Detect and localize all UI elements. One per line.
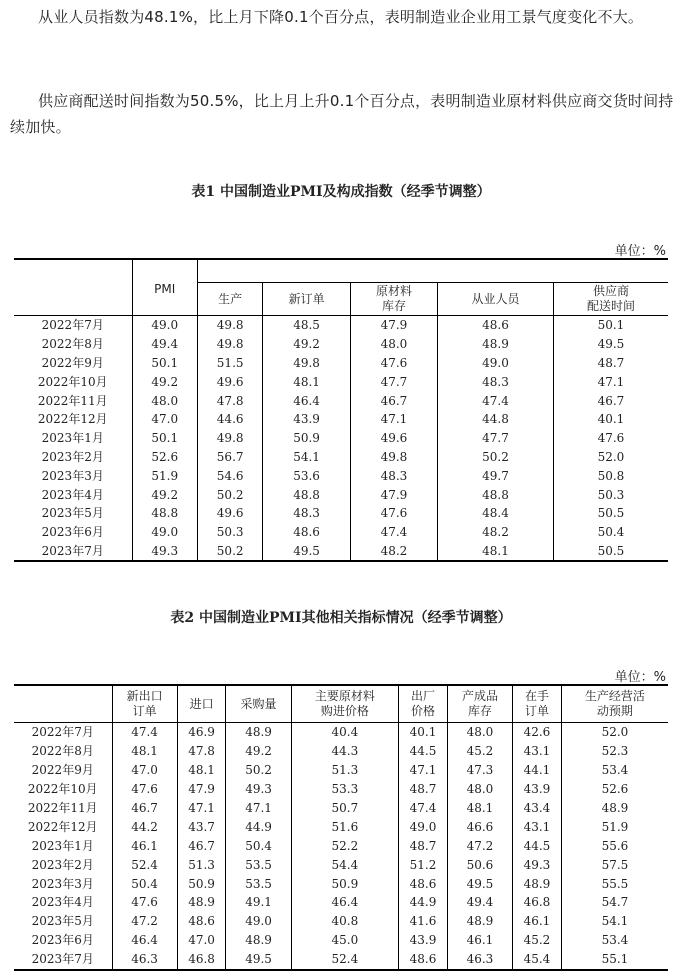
value-cell: 43.9	[399, 931, 448, 950]
value-cell: 52.0	[561, 723, 668, 742]
value-cell: 48.7	[553, 354, 668, 373]
value-cell: 46.7	[177, 836, 226, 855]
value-cell: 49.5	[263, 542, 350, 562]
value-cell: 47.4	[112, 723, 177, 742]
value-cell: 43.1	[513, 742, 562, 761]
value-cell: 49.2	[132, 485, 197, 504]
value-cell: 54.1	[561, 912, 668, 931]
value-cell: 49.0	[132, 316, 197, 335]
value-cell: 51.9	[561, 817, 668, 836]
table-row	[14, 836, 668, 855]
table2-column-header: 出厂 价格	[399, 685, 448, 723]
month-cell: 2023年6月	[31, 933, 94, 948]
value-cell: 53.6	[263, 466, 350, 485]
table-row	[14, 523, 668, 542]
value-cell: 46.4	[112, 931, 177, 950]
value-cell: 48.9	[226, 723, 291, 742]
value-cell: 54.4	[291, 855, 398, 874]
value-cell: 47.0	[112, 761, 177, 780]
value-cell: 48.9	[177, 893, 226, 912]
value-cell: 47.1	[177, 799, 226, 818]
table-row	[14, 354, 668, 373]
value-cell: 50.2	[197, 542, 262, 562]
value-cell: 50.8	[553, 466, 668, 485]
month-cell: 2023年1月	[41, 431, 104, 446]
value-cell: 44.3	[291, 742, 398, 761]
month-cell: 2023年3月	[41, 468, 104, 483]
value-cell: 46.1	[447, 931, 512, 950]
month-cell: 2022年9月	[41, 355, 104, 370]
value-cell: 48.6	[438, 316, 554, 335]
value-cell: 49.0	[132, 523, 197, 542]
value-cell: 43.1	[513, 817, 562, 836]
value-cell: 48.7	[399, 836, 448, 855]
value-cell: 49.6	[350, 429, 437, 448]
value-cell: 49.5	[226, 950, 291, 970]
value-cell: 40.1	[399, 723, 448, 742]
table1-header-pmi: PMI	[132, 259, 197, 316]
value-cell: 54.7	[561, 893, 668, 912]
value-cell: 50.9	[263, 429, 350, 448]
value-cell: 50.4	[553, 523, 668, 542]
value-cell: 49.3	[513, 855, 562, 874]
value-cell: 44.9	[399, 893, 448, 912]
value-cell: 47.7	[350, 372, 437, 391]
table-row	[14, 410, 668, 429]
table-row	[14, 742, 668, 761]
value-cell: 48.3	[438, 372, 554, 391]
value-cell: 57.5	[561, 855, 668, 874]
value-cell: 44.6	[197, 410, 262, 429]
value-cell: 47.9	[350, 316, 437, 335]
value-cell: 50.9	[291, 874, 398, 893]
value-cell: 53.5	[226, 855, 291, 874]
value-cell: 43.7	[177, 817, 226, 836]
month-cell: 2023年7月	[41, 543, 104, 558]
table1-pmi-components	[14, 258, 668, 562]
value-cell: 46.4	[291, 893, 398, 912]
value-cell: 49.6	[197, 504, 262, 523]
value-cell: 50.3	[197, 523, 262, 542]
month-cell: 2023年1月	[31, 838, 94, 853]
month-cell: 2023年2月	[31, 857, 94, 872]
value-cell: 52.4	[291, 950, 398, 970]
value-cell: 49.2	[132, 372, 197, 391]
table1-header-raw-material-inventory: 原材料 库存	[350, 283, 437, 316]
table1-header-production: 生产	[197, 283, 262, 316]
value-cell: 56.7	[197, 448, 262, 467]
value-cell: 44.1	[513, 761, 562, 780]
value-cell: 48.1	[447, 799, 512, 818]
table-row	[14, 723, 668, 742]
value-cell: 46.7	[350, 391, 437, 410]
table-row	[14, 466, 668, 485]
table-row	[14, 799, 668, 818]
table1-header-employment: 从业人员	[438, 283, 554, 316]
value-cell: 49.5	[553, 335, 668, 354]
value-cell: 48.9	[513, 874, 562, 893]
value-cell: 42.6	[513, 723, 562, 742]
month-cell: 2023年4月	[41, 487, 104, 502]
value-cell: 40.8	[291, 912, 398, 931]
table2-column-header: 主要原材料 购进价格	[291, 685, 398, 723]
value-cell: 50.3	[553, 485, 668, 504]
value-cell: 50.9	[177, 874, 226, 893]
table-row	[14, 931, 668, 950]
value-cell: 48.3	[350, 466, 437, 485]
table-row	[14, 761, 668, 780]
value-cell: 44.2	[112, 817, 177, 836]
table-row	[14, 855, 668, 874]
value-cell: 53.4	[561, 931, 668, 950]
value-cell: 46.7	[553, 391, 668, 410]
value-cell: 47.1	[226, 799, 291, 818]
table-row	[14, 316, 668, 335]
table-row	[14, 485, 668, 504]
value-cell: 47.6	[350, 354, 437, 373]
value-cell: 50.1	[553, 316, 668, 335]
month-cell: 2022年11月	[27, 801, 98, 815]
value-cell: 49.2	[226, 742, 291, 761]
value-cell: 47.8	[177, 742, 226, 761]
value-cell: 48.0	[447, 780, 512, 799]
month-cell: 2022年8月	[31, 744, 94, 759]
value-cell: 48.2	[350, 542, 437, 562]
value-cell: 47.4	[350, 523, 437, 542]
value-cell: 50.4	[226, 836, 291, 855]
value-cell: 52.4	[112, 855, 177, 874]
month-cell: 2022年10月	[27, 782, 98, 797]
month-cell: 2023年3月	[31, 876, 94, 891]
table2-column-header: 新出口 订单	[112, 685, 177, 723]
value-cell: 49.8	[263, 354, 350, 373]
value-cell: 48.9	[447, 912, 512, 931]
value-cell: 51.6	[291, 817, 398, 836]
table2-unit: 单位：%	[614, 670, 666, 685]
value-cell: 51.9	[132, 466, 197, 485]
month-cell: 2023年6月	[41, 525, 104, 540]
value-cell: 47.6	[112, 780, 177, 799]
month-cell: 2022年10月	[37, 374, 108, 389]
value-cell: 50.2	[226, 761, 291, 780]
value-cell: 50.2	[438, 448, 554, 467]
month-cell: 2022年9月	[31, 763, 94, 778]
value-cell: 47.4	[438, 391, 554, 410]
value-cell: 49.6	[197, 372, 262, 391]
value-cell: 53.4	[561, 761, 668, 780]
value-cell: 48.5	[263, 316, 350, 335]
value-cell: 49.0	[226, 912, 291, 931]
value-cell: 46.4	[263, 391, 350, 410]
value-cell: 48.6	[399, 874, 448, 893]
value-cell: 52.6	[132, 448, 197, 467]
value-cell: 48.8	[132, 504, 197, 523]
value-cell: 53.3	[291, 780, 398, 799]
value-cell: 44.9	[226, 817, 291, 836]
value-cell: 47.6	[350, 504, 437, 523]
value-cell: 47.9	[350, 485, 437, 504]
table1-header-supplier-delivery: 供应商 配送时间	[553, 283, 668, 316]
value-cell: 48.7	[399, 780, 448, 799]
value-cell: 49.4	[447, 893, 512, 912]
value-cell: 51.2	[399, 855, 448, 874]
value-cell: 43.9	[263, 410, 350, 429]
value-cell: 50.5	[553, 504, 668, 523]
value-cell: 47.2	[112, 912, 177, 931]
value-cell: 52.6	[561, 780, 668, 799]
table2-header-blank	[14, 685, 112, 723]
value-cell: 47.6	[553, 429, 668, 448]
table-row	[14, 448, 668, 467]
value-cell: 46.8	[177, 950, 226, 970]
value-cell: 49.0	[438, 354, 554, 373]
value-cell: 44.5	[399, 742, 448, 761]
table-row	[14, 429, 668, 448]
value-cell: 48.1	[177, 761, 226, 780]
value-cell: 49.3	[132, 542, 197, 562]
value-cell: 45.2	[513, 931, 562, 950]
month-cell: 2022年8月	[41, 337, 104, 352]
value-cell: 49.1	[226, 893, 291, 912]
value-cell: 54.6	[197, 466, 262, 485]
value-cell: 46.3	[112, 950, 177, 970]
value-cell: 50.4	[112, 874, 177, 893]
table-row	[14, 372, 668, 391]
value-cell: 51.3	[291, 761, 398, 780]
value-cell: 47.1	[399, 761, 448, 780]
value-cell: 54.1	[263, 448, 350, 467]
value-cell: 48.0	[132, 391, 197, 410]
value-cell: 47.8	[197, 391, 262, 410]
month-cell: 2023年5月	[41, 506, 104, 521]
value-cell: 47.9	[177, 780, 226, 799]
value-cell: 44.8	[438, 410, 554, 429]
value-cell: 47.2	[447, 836, 512, 855]
table2-column-header: 产成品 库存	[447, 685, 512, 723]
table1-body	[14, 316, 668, 562]
value-cell: 48.8	[438, 485, 554, 504]
value-cell: 43.9	[513, 780, 562, 799]
value-cell: 50.1	[132, 429, 197, 448]
table1-header-blank	[14, 259, 132, 316]
value-cell: 47.3	[447, 761, 512, 780]
value-cell: 47.7	[438, 429, 554, 448]
month-cell: 2022年12月	[27, 819, 98, 834]
table2-caption: 表2 中国制造业PMI其他相关指标情况（经季节调整）	[170, 610, 512, 626]
month-cell: 2023年5月	[31, 914, 94, 929]
table1-unit: 单位：%	[614, 244, 666, 259]
value-cell: 46.1	[112, 836, 177, 855]
table1-header-new-orders: 新订单	[263, 283, 350, 316]
table-row	[14, 893, 668, 912]
value-cell: 51.5	[197, 354, 262, 373]
table2-other-indicators	[14, 684, 668, 971]
value-cell: 48.1	[438, 542, 554, 562]
value-cell: 48.0	[350, 335, 437, 354]
value-cell: 48.0	[447, 723, 512, 742]
table2-column-header: 采购量	[226, 685, 291, 723]
table2-body	[14, 723, 668, 970]
table-row	[14, 780, 668, 799]
value-cell: 49.8	[350, 448, 437, 467]
value-cell: 49.8	[197, 429, 262, 448]
value-cell: 50.5	[553, 542, 668, 562]
value-cell: 46.6	[447, 817, 512, 836]
value-cell: 46.7	[112, 799, 177, 818]
value-cell: 48.8	[263, 485, 350, 504]
month-cell: 2022年12月	[37, 412, 108, 427]
value-cell: 48.3	[263, 504, 350, 523]
value-cell: 47.0	[132, 410, 197, 429]
value-cell: 55.1	[561, 950, 668, 970]
value-cell: 45.0	[291, 931, 398, 950]
value-cell: 51.3	[177, 855, 226, 874]
value-cell: 48.6	[399, 950, 448, 970]
value-cell: 49.7	[438, 466, 554, 485]
month-cell: 2022年11月	[37, 393, 108, 408]
table1-caption: 表1 中国制造业PMI及构成指数（经季节调整）	[191, 184, 491, 200]
table2-column-header: 在手 订单	[513, 685, 562, 723]
value-cell: 48.9	[226, 931, 291, 950]
value-cell: 46.9	[177, 723, 226, 742]
table-row	[14, 817, 668, 836]
value-cell: 43.4	[513, 799, 562, 818]
month-cell: 2023年4月	[31, 895, 94, 910]
value-cell: 55.6	[561, 836, 668, 855]
value-cell: 44.5	[513, 836, 562, 855]
value-cell: 48.9	[561, 799, 668, 818]
value-cell: 48.1	[263, 372, 350, 391]
value-cell: 47.6	[112, 893, 177, 912]
value-cell: 49.8	[197, 316, 262, 335]
value-cell: 49.3	[226, 780, 291, 799]
value-cell: 47.0	[177, 931, 226, 950]
value-cell: 47.1	[350, 410, 437, 429]
table2-column-header: 生产经营活 动预期	[561, 685, 668, 723]
paragraph-employment: 从业人员指数为48.1%，比上月下降0.1个百分点，表明制造业企业用工景气度变化不大。	[38, 8, 644, 26]
value-cell: 48.6	[177, 912, 226, 931]
value-cell: 46.3	[447, 950, 512, 970]
month-cell: 2022年7月	[31, 725, 94, 740]
month-cell: 2023年7月	[31, 952, 94, 967]
table-row	[14, 912, 668, 931]
value-cell: 50.7	[291, 799, 398, 818]
value-cell: 40.1	[553, 410, 668, 429]
value-cell: 41.6	[399, 912, 448, 931]
table-row	[14, 874, 668, 893]
value-cell: 48.4	[438, 504, 554, 523]
value-cell: 49.5	[447, 874, 512, 893]
value-cell: 48.6	[263, 523, 350, 542]
value-cell: 49.0	[399, 817, 448, 836]
table-row	[14, 542, 668, 562]
value-cell: 53.5	[226, 874, 291, 893]
value-cell: 48.9	[438, 335, 554, 354]
value-cell: 40.4	[291, 723, 398, 742]
paragraph-supplier-delivery: 供应商配送时间指数为50.5%，比上月上升0.1个百分点，表明制造业原材料供应商交货时间持续加快。	[10, 92, 674, 136]
month-cell: 2022年7月	[41, 318, 104, 333]
value-cell: 47.1	[553, 372, 668, 391]
value-cell: 46.1	[513, 912, 562, 931]
table-row	[14, 950, 668, 970]
month-cell: 2023年2月	[41, 449, 104, 464]
value-cell: 50.6	[447, 855, 512, 874]
value-cell: 52.0	[553, 448, 668, 467]
value-cell: 48.2	[438, 523, 554, 542]
table2-column-header: 进口	[177, 685, 226, 723]
value-cell: 45.2	[447, 742, 512, 761]
value-cell: 52.3	[561, 742, 668, 761]
value-cell: 49.4	[132, 335, 197, 354]
value-cell: 50.1	[132, 354, 197, 373]
value-cell: 55.5	[561, 874, 668, 893]
table-row	[14, 391, 668, 410]
value-cell: 46.8	[513, 893, 562, 912]
value-cell: 48.1	[112, 742, 177, 761]
value-cell: 49.2	[263, 335, 350, 354]
table1-header-spacer	[197, 259, 668, 283]
table-row	[14, 335, 668, 354]
value-cell: 49.8	[197, 335, 262, 354]
table-row	[14, 504, 668, 523]
value-cell: 52.2	[291, 836, 398, 855]
value-cell: 50.2	[197, 485, 262, 504]
value-cell: 45.4	[513, 950, 562, 970]
value-cell: 47.4	[399, 799, 448, 818]
